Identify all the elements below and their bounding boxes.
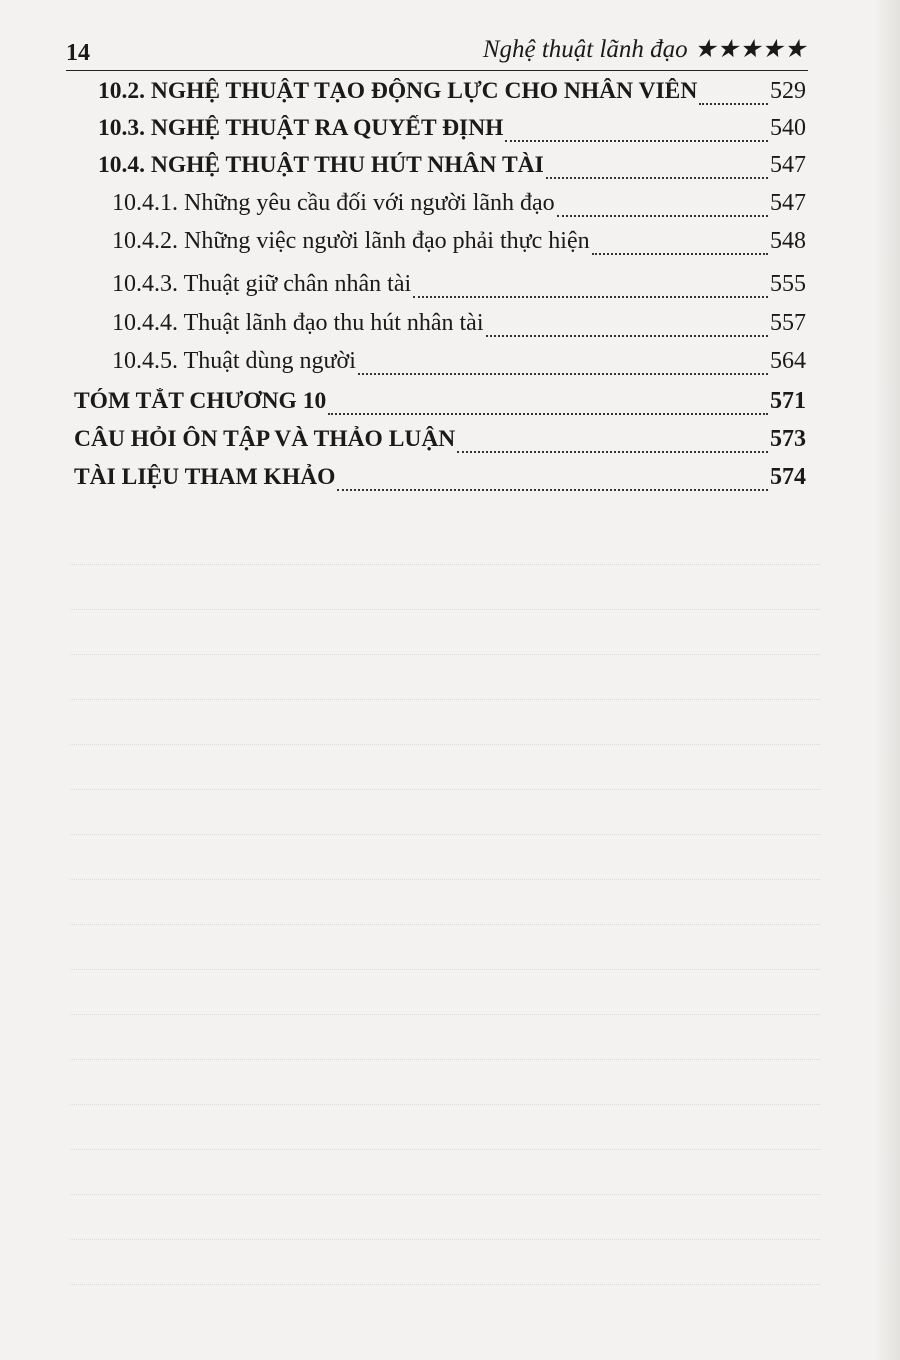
- toc-entry-review-questions[interactable]: [74, 426, 806, 460]
- toc-entry-summary[interactable]: [74, 388, 806, 422]
- toc-entry-10-4-1[interactable]: [112, 190, 806, 224]
- toc-entry-label: 10.4.5. Thuật dùng người: [112, 348, 356, 374]
- toc-entry-page: 548: [770, 228, 806, 254]
- page-number: 14: [66, 40, 90, 66]
- toc-entry-label: TÓM TẮT CHƯƠNG 10: [74, 388, 327, 414]
- toc-entry-10-4-2[interactable]: [112, 228, 806, 262]
- toc-entry-page: 573: [770, 426, 806, 452]
- toc-entry-10-4[interactable]: [98, 152, 806, 186]
- toc-entry-page: 529: [770, 78, 806, 104]
- toc-entry-page: 564: [770, 348, 806, 374]
- toc-entry-label: CÂU HỎI ÔN TẬP VÀ THẢO LUẬN: [74, 426, 456, 452]
- page-header: [66, 30, 806, 74]
- toc-entry-label: TÀI LIỆU THAM KHẢO: [74, 464, 336, 490]
- toc-leader-dots: [699, 103, 768, 105]
- toc-leader-dots: [546, 177, 768, 179]
- toc-entry-10-3[interactable]: [98, 115, 806, 149]
- toc-leader-dots: [486, 335, 769, 337]
- toc-entry-label: 10.4.4. Thuật lãnh đạo thu hút nhân tài: [112, 310, 484, 336]
- running-title: Nghệ thuật lãnh đạo ★★★★★: [482, 36, 806, 63]
- toc-entry-10-4-4[interactable]: [112, 310, 806, 344]
- toc-entry-label: 10.2. NGHỆ THUẬT TẠO ĐỘNG LỰC CHO NHÂN VIÊN: [98, 78, 698, 104]
- toc-entry-page: 571: [770, 388, 806, 414]
- toc-entry-label: 10.4.1. Những yêu cầu đối với người lãnh đạo: [112, 190, 555, 216]
- toc-entry-10-4-5[interactable]: [112, 348, 806, 382]
- toc-entry-page: 547: [770, 152, 806, 178]
- toc-leader-dots: [457, 451, 768, 453]
- toc-entry-10-4-3[interactable]: [112, 271, 806, 305]
- toc-entry-label: 10.4. NGHỆ THUẬT THU HÚT NHÂN TÀI: [98, 152, 544, 178]
- toc-leader-dots: [328, 413, 768, 415]
- toc-entry-page: 555: [770, 271, 806, 297]
- header-rule: [66, 70, 808, 71]
- bleed-through: [70, 520, 820, 1280]
- toc-leader-dots: [358, 373, 768, 375]
- toc-entry-label: 10.4.2. Những việc người lãnh đạo phải thực hiện: [112, 228, 590, 254]
- toc-entry-label: 10.4.3. Thuật giữ chân nhân tài: [112, 271, 412, 297]
- toc-leader-dots: [337, 489, 768, 491]
- toc-entry-page: 547: [770, 190, 806, 216]
- toc-entry-page: 557: [770, 310, 806, 336]
- toc-entry-references[interactable]: [74, 464, 806, 498]
- toc-leader-dots: [557, 215, 768, 217]
- page-edge-shadow: [874, 0, 900, 1360]
- toc-leader-dots: [592, 253, 768, 255]
- toc-entry-page: 540: [770, 115, 806, 141]
- toc-leader-dots: [505, 140, 768, 142]
- toc-entry-10-2[interactable]: [98, 78, 806, 112]
- toc-leader-dots: [413, 296, 768, 298]
- toc-entry-label: 10.3. NGHỆ THUẬT RA QUYẾT ĐỊNH: [98, 115, 504, 141]
- toc-entry-page: 574: [770, 464, 806, 490]
